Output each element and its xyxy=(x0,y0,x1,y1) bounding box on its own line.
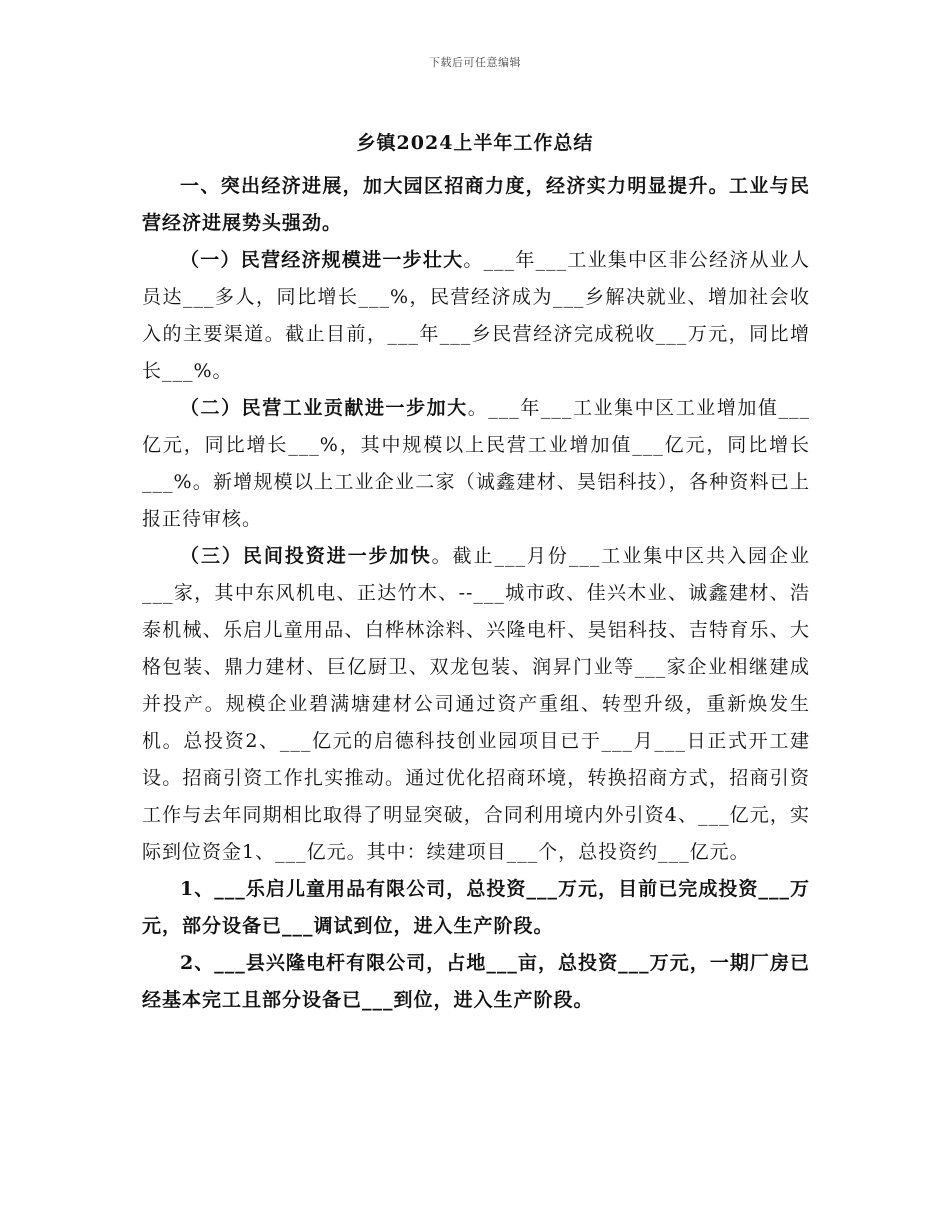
list-item-2: 2、___县兴隆电杆有限公司，占地___亩，总投资___万元，一期厂房已经基本完工且部分设备已___到位，进入生产阶段。 xyxy=(142,952,810,1011)
list-item-1: 1、___乐启儿童用品有限公司，总投资___万元，目前已完成投资___万元，部分设备已___调试到位，进入生产阶段。 xyxy=(142,878,810,937)
paragraph-2-heading: （二）民营工业贡献进一步加大 xyxy=(180,397,468,419)
paragraph-2 xyxy=(142,390,810,538)
paragraph-3-heading: （三）民间投资进一步加快 xyxy=(180,545,432,567)
document-title: 乡镇2024上半年工作总结 xyxy=(356,132,594,154)
paragraph-1-text: 。___年___工业集中区非公经济从业人员达___多人，同比增长___%，民营经济成为___乡解决就业、增加社会收入的主要渠道。截止目前，___年___乡民营经济完成税收___万元，同比增长___%。 xyxy=(142,249,810,382)
paragraph-2-text: 。___年___工业集中区工业增加值___亿元，同比增长___%，其中规模以上民营工业增加值___亿元，同比增长___%。新增规模以上工业企业二家（诚鑫建材、昊铝科技），各种资料已上报正待审核。 xyxy=(142,397,810,530)
paragraph-1 xyxy=(142,242,810,390)
paragraph-1-heading: （一）民营经济规模进一步壮大 xyxy=(180,249,464,271)
page-header: 下载后可任意编辑 xyxy=(429,56,521,69)
section-heading: 一、突出经济进展，加大园区招商力度，经济实力明显提升。工业与民营经济进展势头强劲。 xyxy=(142,175,810,234)
paragraph-3 xyxy=(142,538,810,871)
document-body xyxy=(142,168,810,1019)
paragraph-3-text: 。截止___月份___工业集中区共入园企业___家，其中东风机电、正达竹木、--___城市政、佳兴木业、诚鑫建材、浩泰机械、乐启儿童用品、白桦林涂料、兴隆电杆、昊铝科技、吉特育乐、大格包装、鼎力建材、巨亿厨卫、双龙包装、润昇门业等___家企业相继建成并投产。规模企业碧满塘建材公司通过资产重组、转型升级，重新焕发生机。总投资2、___亿元的启德科技创业园项目已于___月___日正式开工建设。招商引资工作扎实推动。通过优化招商环境，转换招商方式，招商引资工作与去年同期相比取得了明显突破，合同利用境内外引资4、___亿元，实际到位资金1、___亿元。其中：续建项目___个，总投资约___亿元。 xyxy=(142,545,810,863)
